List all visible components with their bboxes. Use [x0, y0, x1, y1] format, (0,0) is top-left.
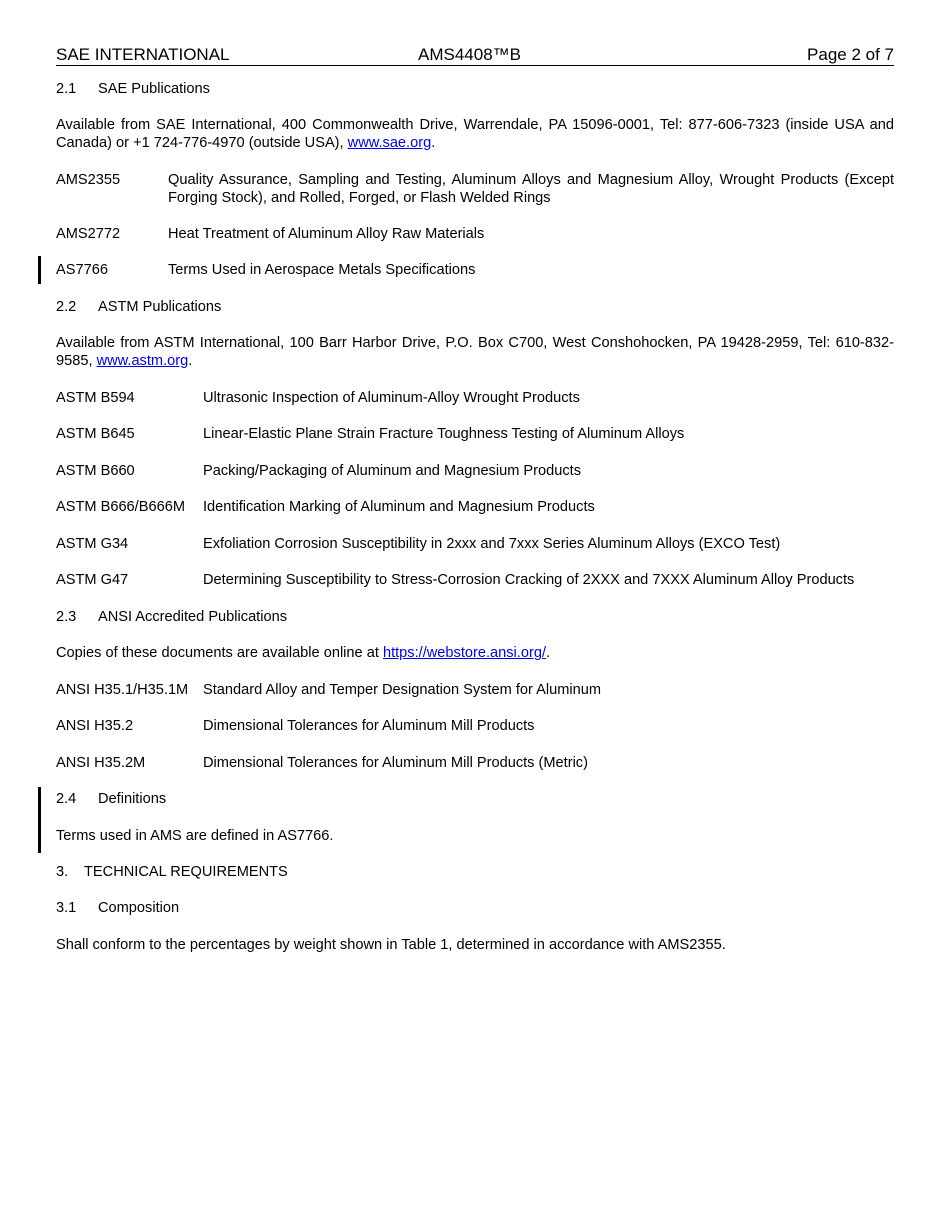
reference-row — [56, 425, 894, 443]
section-heading-3-1: 3.1 Composition — [56, 900, 180, 916]
reference-title: Identification Marking of Aluminum and Magnesium Products — [203, 499, 595, 515]
reference-title: Ultrasonic Inspection of Aluminum-Alloy Wrought Products — [203, 390, 580, 406]
reference-title: Determining Susceptibility to Stress-Corrosion Cracking of 2XXX and 7XXX Aluminum Alloy Products — [203, 572, 855, 588]
sae-website-link[interactable]: www.sae.org — [347, 135, 432, 151]
reference-code: ASTM B666/B666M — [56, 499, 185, 515]
header-page-number: Page 2 of 7 — [807, 45, 894, 64]
reference-title: Heat Treatment of Aluminum Alloy Raw Materials — [168, 226, 485, 242]
revision-bar — [38, 256, 41, 284]
section-heading-2-4: 2.4 Definitions — [56, 791, 167, 807]
revision-bar — [38, 787, 41, 853]
astm-availability-paragraph: Available from ASTM International, 100 Barr Harbor Drive, P.O. Box C700, West Conshohocken, PA 19428-2959, Tel: 610-832-9585, www.astm.org. — [56, 335, 894, 369]
reference-title: Linear-Elastic Plane Strain Fracture Toughness Testing of Aluminum Alloys — [203, 426, 685, 442]
reference-row — [56, 171, 894, 207]
section-heading-2-2: 2.2 ASTM Publications — [56, 299, 222, 315]
reference-code: AMS2772 — [56, 226, 121, 242]
reference-row — [56, 389, 894, 407]
header-org: SAE INTERNATIONAL — [56, 45, 230, 64]
reference-code: ANSI H35.2M — [56, 755, 146, 771]
section-heading-2-1: 2.1 SAE Publications — [56, 81, 210, 97]
reference-row — [56, 498, 894, 516]
reference-row — [56, 462, 894, 480]
ansi-availability-paragraph: Copies of these documents are available online at https://webstore.ansi.org/. — [56, 645, 551, 661]
reference-code: ANSI H35.2 — [56, 718, 134, 734]
reference-row — [56, 571, 894, 589]
reference-code: ASTM G34 — [56, 536, 129, 552]
reference-code: ASTM B645 — [56, 426, 135, 442]
reference-code: ANSI H35.1/H35.1M — [56, 682, 189, 698]
reference-code: ASTM B594 — [56, 390, 135, 406]
page-header — [56, 44, 894, 66]
reference-title: Quality Assurance, Sampling and Testing, Aluminum Alloys and Magnesium Alloy, Wrought Products (Except Forging Stock), and Rolled, Forged, or Flash Welded Rings — [168, 172, 894, 206]
reference-title: Exfoliation Corrosion Susceptibility in 2xxx and 7xxx Series Aluminum Alloys (EXCO Test) — [203, 536, 781, 552]
reference-title: Packing/Packaging of Aluminum and Magnesium Products — [203, 463, 582, 479]
header-doc-id: AMS4408™B — [418, 45, 521, 64]
reference-row — [56, 717, 894, 735]
ansi-webstore-link[interactable]: https://webstore.ansi.org/ — [382, 645, 546, 661]
reference-code: ASTM B660 — [56, 463, 135, 479]
reference-title: Standard Alloy and Temper Designation System for Aluminum — [203, 682, 602, 698]
astm-website-link[interactable]: www.astm.org — [96, 353, 189, 369]
definitions-paragraph: Terms used in AMS are defined in AS7766. — [56, 828, 334, 844]
sae-availability-paragraph: Available from SAE International, 400 Commonwealth Drive, Warrendale, PA 15096-0001, Tel: 877-606-7323 (inside USA and Canada) or +1 724-776-4970 (outside USA), www.sae.org. — [56, 117, 894, 151]
composition-paragraph: Shall conform to the percentages by weight shown in Table 1, determined in accordance with AMS2355. — [56, 937, 726, 953]
reference-title: Dimensional Tolerances for Aluminum Mill Products (Metric) — [203, 755, 588, 771]
reference-title: Terms Used in Aerospace Metals Specifications — [168, 262, 476, 278]
section-heading-2-3: 2.3 ANSI Accredited Publications — [56, 609, 288, 625]
reference-row — [56, 681, 894, 699]
reference-row — [56, 261, 894, 279]
reference-row — [56, 535, 894, 553]
reference-row — [56, 754, 894, 772]
reference-title: Dimensional Tolerances for Aluminum Mill Products — [203, 718, 535, 734]
reference-row — [56, 225, 894, 243]
reference-code: AMS2355 — [56, 172, 121, 188]
reference-code: AS7766 — [56, 262, 108, 278]
section-heading-3: 3. TECHNICAL REQUIREMENTS — [56, 864, 288, 880]
reference-code: ASTM G47 — [56, 572, 129, 588]
